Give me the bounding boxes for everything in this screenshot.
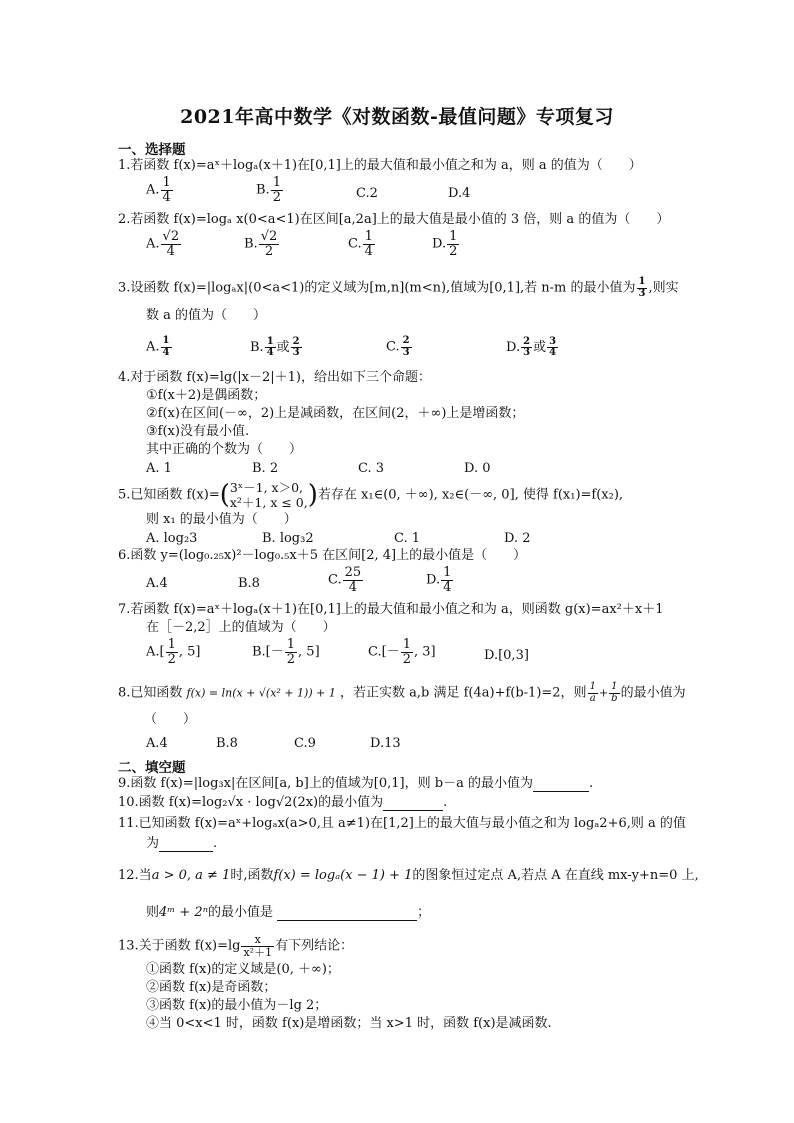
answer-blank[interactable] — [533, 779, 589, 792]
question-1: 1.若函数 f(x)=aˣ＋logₐ(x＋1)在[0,1]上的最大值和最小值之和为 a，则 a 的值为（ ） — [118, 158, 642, 173]
question-8: 8.已知函数 f(x) = ln(x + √(x² + 1)) + 1 ，若正实数 a,b 满足 f(4a)+f(b-1)=2，则 $\frac{1}{a}$ + $\frac{1}{b}$ 的最小值为 — [118, 681, 686, 704]
q5-option-c: C. 1 — [394, 531, 421, 546]
q3-option-c: C. $\frac{2}{3}$ — [386, 335, 410, 358]
q1-option-b: B. $\frac{1}{2}$ — [256, 175, 281, 205]
question-6: 6.函数 y=(log₀.₂₅x)²－log₀.₅x＋5 在区间[2, 4]上的最小值是（ ） — [118, 548, 527, 563]
question-12-cont: 则4ᵐ + 2ⁿ的最小值是 ； — [146, 905, 431, 920]
question-4: 4.对于函数 f(x)=lg(|x－2|＋1)，给出如下三个命题： — [118, 370, 431, 385]
answer-blank[interactable] — [383, 798, 443, 811]
page-title: 2021年高中数学《对数函数-最值问题》专项复习 — [180, 106, 614, 128]
q2-option-d: D. $\frac{1}{2}$ — [432, 229, 458, 259]
q8-option-a: A.4 — [146, 736, 168, 751]
q3-option-d: D. $\frac{2}{3}$ 或 $\frac{3}{4}$ — [506, 335, 557, 358]
q2-option-b: B. $\frac{√2}{2}$ — [244, 229, 278, 259]
q8-option-d: D.13 — [370, 736, 401, 751]
q7-option-d: D.[0,3] — [484, 648, 529, 663]
q5-option-b: B. log₃2 — [262, 531, 314, 546]
question-9: 9.函数 f(x)=|log₃x|在区间[a, b]上的值域为[0,1]，则 b－a 的最小值为 . — [118, 776, 594, 791]
q13-item-3: ③函数 f(x)的最小值为－lg 2； — [146, 998, 328, 1013]
q2-option-c: C. $\frac{1}{4}$ — [348, 229, 373, 259]
q2-option-a: A. $\frac{√2}{4}$ — [146, 229, 180, 259]
answer-blank[interactable] — [159, 839, 213, 852]
q7-option-c: C.[－ $\frac{1}{2}$ , 3] — [368, 637, 436, 667]
q4-item-3: ③f(x)没有最小值. — [146, 424, 250, 439]
section-choice: 一、选择题 — [118, 142, 186, 158]
answer-blank[interactable] — [277, 908, 417, 921]
question-2: 2.若函数 f(x)=logₐ x(0<a<1)在区间[a,2a]上的最大值是最小值的 3 倍，则 a 的值为（ ） — [118, 212, 670, 227]
q6-option-c: C. $\frac{25}{4}$ — [328, 565, 362, 595]
q13-item-4: ④当 0<x<1 时，函数 f(x)是增函数；当 x>1 时，函数 f(x)是减函数. — [146, 1016, 552, 1031]
q6-option-d: D. $\frac{1}{4}$ — [426, 565, 452, 595]
question-10: 10.函数 f(x)=log₂√x · log√2(2x)的最小值为 . — [118, 795, 448, 810]
q1-option-a: A. $\frac{1}{4}$ — [146, 175, 171, 205]
q4-option-b: B. 2 — [252, 461, 279, 476]
q8-option-c: C.9 — [294, 736, 316, 751]
question-3: 3.设函数 f(x)=|logₐx|(0<a<1)的定义域为[m,n](m<n),值域为[0,1],若 n-m 的最小值为 $\frac{1}{3}$ ,则实 — [118, 276, 679, 299]
q7-option-a: A.[ $\frac{1}{2}$ , 5] — [146, 637, 201, 667]
q4-option-d: D. 0 — [464, 461, 491, 476]
q4-option-c: C. 3 — [358, 461, 385, 476]
q1-option-c: C.2 — [356, 186, 378, 201]
question-13: 13.关于函数 f(x)=lg $\frac{x}{\text{x²＋1}}$ 有下列结论： — [118, 933, 354, 959]
q4-item-1: ①f(x＋2)是偶函数； — [146, 388, 267, 403]
q4-option-a: A. 1 — [146, 461, 172, 476]
q13-item-2: ②函数 f(x)是奇函数； — [146, 980, 277, 995]
question-12: 12.当a > 0, a ≠ 1时,函数f(x) = logₐ(x − 1) + 1的图象恒过定点 A,若点 A 在直线 mx-y+n=0 上, — [118, 868, 699, 883]
q6-option-b: B.8 — [238, 576, 260, 591]
section-fill: 二、填空题 — [118, 760, 186, 776]
q4-ask: 其中正确的个数为（ ） — [146, 442, 303, 457]
question-5: 5.已知函数 f(x)=( 3ˣ－1, x＞0, x²＋1, x ≤ 0, )若存在 x₁∈(0, ＋∞), x₂∈(－∞, 0], 使得 f(x₁)=f(x₂), — [118, 480, 624, 510]
q3-option-b: B. $\frac{1}{4}$ 或 $\frac{2}{3}$ — [250, 335, 300, 358]
q3-option-a: A. $\frac{1}{4}$ — [146, 335, 170, 358]
question-11-cont: 为 . — [146, 836, 218, 851]
q5-option-a: A. log₂3 — [146, 531, 198, 546]
q8-option-b: B.8 — [216, 736, 238, 751]
q7-option-b: B.[－ $\frac{1}{2}$ , 5] — [252, 637, 320, 667]
q6-option-a: A.4 — [146, 576, 168, 591]
question-3-cont: 数 a 的值为（ ） — [146, 308, 267, 323]
question-11: 11.已知函数 f(x)=aˣ+logₐx(a>0,且 a≠1)在[1,2]上的最大值与最小值之和为 logₐ2+6,则 a 的值 — [118, 816, 686, 831]
q5-option-d: D. 2 — [504, 531, 531, 546]
q13-item-1: ①函数 f(x)的定义域是(0, ＋∞)； — [146, 962, 340, 977]
q8-paren: （ ） — [144, 712, 197, 727]
q8-formula: f(x) = ln(x + √(x² + 1)) + 1 — [186, 686, 336, 700]
question-7: 7.若函数 f(x)=aˣ＋logₐ(x＋1)在[0,1]上的最大值和最小值之和为 a，则函数 g(x)=ax²＋x＋1 — [118, 602, 664, 617]
q1-option-d: D.4 — [448, 186, 471, 201]
question-5-cont: 则 x₁ 的最小值为（ ） — [146, 512, 297, 527]
question-7-cont: 在［－2,2］上的值域为（ ） — [146, 620, 336, 635]
q4-item-2: ②f(x)在区间(－∞，2)上是减函数，在区间(2，＋∞)上是增函数； — [146, 406, 525, 421]
